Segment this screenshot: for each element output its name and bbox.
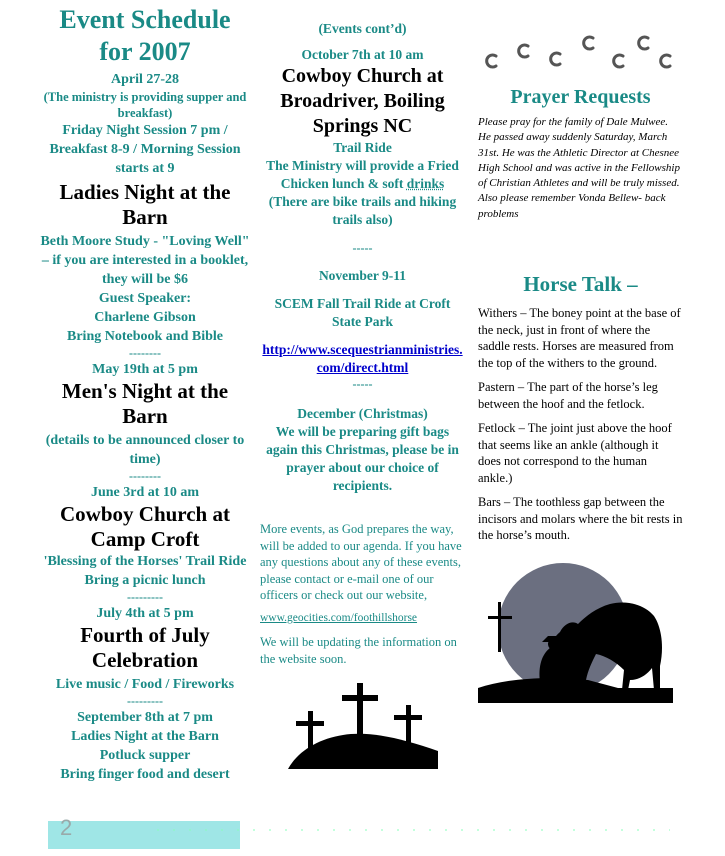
schedule-title: Event Schedule for 2007 [59,5,231,66]
horse-talk-body [478,305,683,544]
event-description: Potluck supper [99,748,191,763]
event-title: Ladies Night at the Barn [59,180,231,229]
prayer-requests-body: Please pray for the family of Dale Mulwee. He passed away suddenly Saturday, March 31st. He was the Athletic Director at Chesnee High School and was active in the Fellowship of Christian Athletes and will be truly missed. Also please remember Vonda Bellew- back problems [478,116,680,220]
event-date: September 8th at 7 pm [77,710,213,725]
website-link[interactable]: www.geocities.com/foothillshorse [260,611,418,624]
event-date: November 9-11 [318,268,407,283]
event-note: (details to be announced closer to time) [45,433,245,467]
page-number: 2 [60,815,73,840]
separator: -------- [129,346,161,360]
event-date: June 3rd at 10 am [90,485,200,500]
cowboy-horse-cross-icon [478,558,673,703]
event-date: April 27-28 [110,72,180,87]
event-session: Friday Night Session 7 pm / Breakfast 8-9 / Morning Session starts at 9 [49,123,241,176]
separator: --------- [127,590,163,604]
separator: -------- [129,469,161,483]
lunch-drinks: drinks [406,176,445,191]
event-date: May 19th at 5 pm [92,362,198,377]
horse-talk-title: Horse Talk – [523,272,638,297]
trail-ride-link[interactable] [260,341,465,377]
footer-dots [150,826,670,834]
event-lunch [260,157,465,193]
definition-fetlock: Fetlock – The joint just above the hoof that seems like an ankle (although it does not correspond to the human ankle.) [478,421,672,485]
definition-bars: Bars – The toothless gap between the incisors and molars where the bit rests in the horse’s mouth. [478,495,683,543]
event-note: (The ministry is providing supper and breakfast) [43,90,247,120]
prayer-requests-title: Prayer Requests [510,86,651,108]
event-date: July 4th at 5 pm [96,606,194,621]
event-title: Ladies Night at the Barn [71,729,219,744]
event-title: Fourth of July Celebration [80,623,210,672]
event-description: 'Blessing of the Horses' Trail Ride [43,554,247,569]
definition-withers: Withers – The boney point at the base of the neck, just in front of where the saddle rests. Horses are measured from the top of the withers to the ground. [478,306,681,370]
event-bring: Bring a picnic lunch [84,573,206,588]
lunch-text: The Ministry will provide a Fried Chicken lunch & soft [266,158,459,191]
event-note: (There are bike trails and hiking trails also) [268,194,457,227]
sidebar-column [478,0,683,703]
event-title: Men's Night at the Barn [61,379,229,428]
horseshoe-tracks-icon [478,34,683,82]
crosses-icon [288,681,438,769]
event-bring: Bring Notebook and Bible [67,329,223,344]
events-continued-column [260,0,465,769]
separator: ----- [352,377,373,391]
event-title: Cowboy Church at Broadriver, Boiling Springs NC [280,65,445,137]
guest-speaker-label: Guest Speaker: [98,291,192,306]
event-title: Cowboy Church at Camp Croft [60,502,230,551]
updating-text: We will be updating the information on the website soon. [260,635,457,666]
event-description: Trail Ride [333,140,392,155]
trail-ride-link-text[interactable]: http://www.scequestrianministries.com/direct.html [262,342,463,375]
more-events-text: More events, as God prepares the way, will be added to our agenda. If you have any questions about any of these events, please contact or e-mail one of our officers or check out our website, [260,522,462,602]
event-date: December (Christmas) [297,406,428,421]
event-date: October 7th at 10 am [301,47,424,62]
event-bring: Bring finger food and desert [60,767,230,782]
definition-pastern: Pastern – The part of the horse’s leg between the hoof and the fetlock. [478,380,658,411]
event-description: Live music / Food / Fireworks [55,677,235,692]
separator: --------- [127,694,163,708]
event-description: Beth Moore Study - "Loving Well" – if you are interested in a booklet, they will be $6 [40,234,250,287]
event-description: We will be preparing gift bags again this Christmas, please be in prayer about our choice of recipients. [266,424,459,493]
separator: ----- [352,241,373,255]
guest-speaker-name: Charlene Gibson [94,310,196,325]
event-schedule-column [40,0,250,784]
continued-header: (Events cont’d) [318,21,407,36]
event-title: SCEM Fall Trail Ride at Croft State Park [274,296,451,329]
